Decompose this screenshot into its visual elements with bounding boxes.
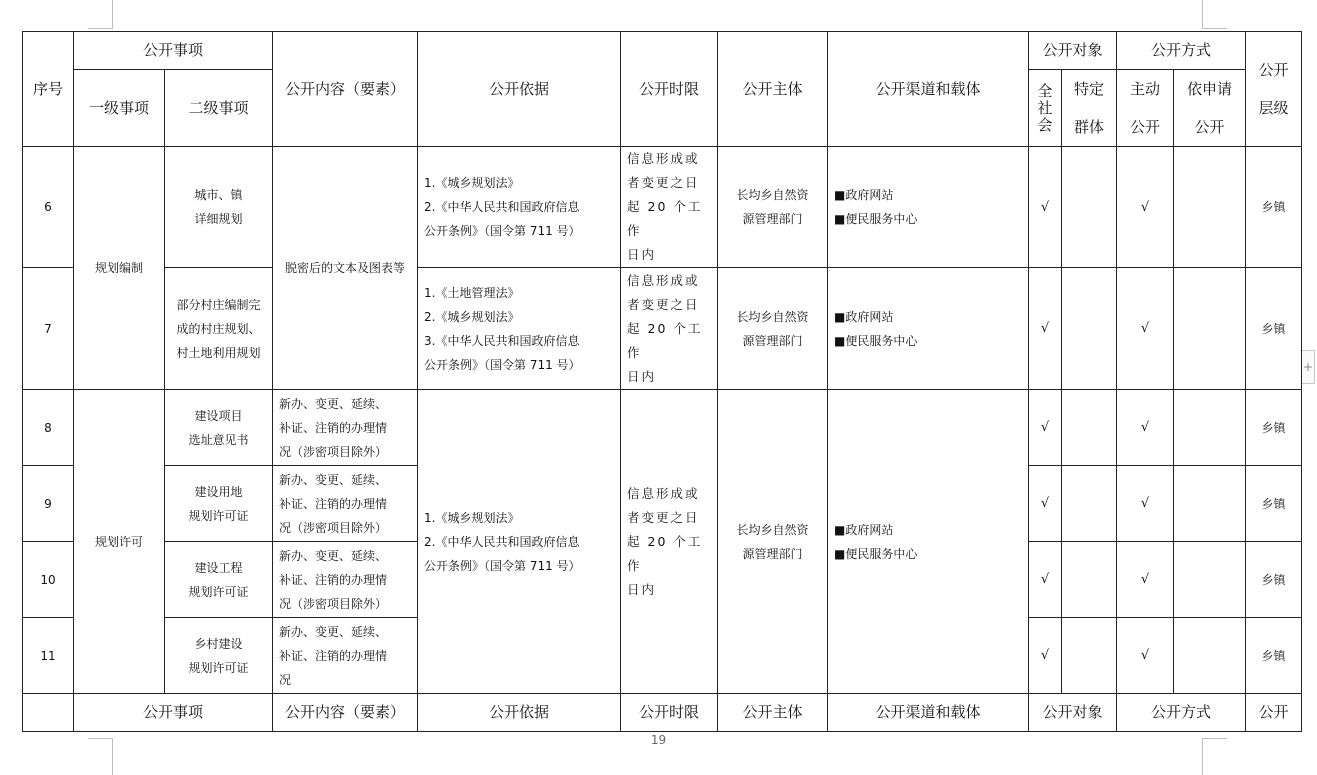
row-audience-specific-check [1062, 466, 1117, 542]
footer-basis: 公开依据 [418, 694, 621, 732]
row-audience-all-check: √ [1029, 618, 1062, 694]
time-line: 日内 [627, 581, 657, 597]
subject-line: 长均乡自然资 [736, 188, 809, 202]
table-row [23, 147, 1302, 268]
content-line: 补证、注销的办理情 [279, 572, 388, 587]
header-channel: 公开渠道和载体 [828, 32, 1029, 147]
header-method-active [1117, 70, 1174, 147]
header-method-group: 公开方式 [1117, 32, 1246, 70]
time-line: 者变更之日 [627, 296, 700, 312]
row-basis [418, 147, 621, 268]
basis-line: 2.《中华人民共和国政府信息 [424, 200, 580, 214]
row-seq: 9 [23, 466, 74, 542]
row-audience-specific-check [1062, 618, 1117, 694]
row-level2 [165, 466, 273, 542]
page-number: 19 [650, 733, 667, 747]
row-channel-permit [828, 390, 1029, 694]
level2-line: 规划许可证 [188, 508, 249, 523]
row-level: 乡镇 [1246, 542, 1302, 618]
row-audience-all-check: √ [1029, 466, 1062, 542]
row-method-active-check: √ [1117, 542, 1174, 618]
row-audience-specific-check [1062, 390, 1117, 466]
header-audience-all-line: 会 [1037, 115, 1053, 134]
header-audience-specific [1062, 70, 1117, 147]
channel-line: ■便民服务中心 [834, 333, 918, 348]
row-basis [418, 268, 621, 390]
content-line: 补证、注销的办理情 [279, 496, 388, 511]
row-basis-permit [418, 390, 621, 694]
header-audience-all-line: 全 [1037, 81, 1053, 100]
row-method-request-check [1174, 390, 1246, 466]
row-method-active-check: √ [1117, 618, 1174, 694]
crop-mark-top-left [88, 0, 113, 29]
footer-method: 公开方式 [1117, 694, 1246, 732]
header-audience-all-line: 社 [1037, 98, 1053, 117]
row-level1-permit: 规划许可 [74, 390, 165, 694]
header-level [1246, 32, 1302, 147]
row-level2 [165, 147, 273, 268]
header-audience-all [1029, 70, 1062, 147]
header-audience-specific-line: 特定 [1074, 80, 1105, 98]
header-basis: 公开依据 [418, 32, 621, 147]
row-level1-planning: 规划编制 [74, 147, 165, 390]
time-line: 起 20 个工作 [627, 533, 703, 573]
footer-level: 公开 [1246, 694, 1302, 732]
header-method-request [1174, 70, 1246, 147]
subject-line: 源管理部门 [742, 546, 803, 561]
row-content [273, 618, 418, 694]
basis-line: 公开条例》（国令第 711 号） [424, 224, 581, 238]
basis-line: 2.《中华人民共和国政府信息 [424, 534, 580, 549]
level2-line: 部分村庄编制完 [176, 297, 261, 312]
level2-line: 成的村庄规划、 [176, 321, 261, 336]
row-method-request-check [1174, 268, 1246, 390]
footer-time-limit: 公开时限 [621, 694, 718, 732]
level2-line: 选址意见书 [188, 432, 249, 447]
basis-line: 1.《城乡规划法》 [424, 510, 520, 525]
row-time-limit [621, 147, 718, 268]
time-line: 起 20 个工作 [627, 199, 703, 238]
header-level-line: 公开 [1258, 61, 1289, 79]
content-line: 新办、变更、延续、 [279, 472, 388, 487]
time-line: 者变更之日 [627, 175, 700, 190]
channel-line: ■政府网站 [834, 309, 894, 324]
basis-line: 公开条例》（国令第 711 号） [424, 357, 581, 372]
row-level2 [165, 542, 273, 618]
row-subject [718, 268, 828, 390]
header-level-line: 层级 [1258, 99, 1289, 117]
footer-audience: 公开对象 [1029, 694, 1117, 732]
row-audience-all-check: √ [1029, 268, 1062, 390]
footer-matters: 公开事项 [74, 694, 273, 732]
time-line: 日内 [627, 368, 657, 384]
time-line: 信息形成或 [627, 272, 700, 288]
row-method-active-check: √ [1117, 466, 1174, 542]
crop-mark-top-right [1202, 0, 1227, 29]
row-audience-all-check: √ [1029, 147, 1062, 268]
table-row [23, 268, 1302, 390]
level2-line: 详细规划 [194, 212, 243, 226]
row-seq: 8 [23, 390, 74, 466]
disclosure-table [22, 31, 1302, 732]
content-line: 况 [279, 672, 292, 687]
row-audience-all-check: √ [1029, 542, 1062, 618]
footer-content: 公开内容（要素） [273, 694, 418, 732]
header-audience-specific-line: 群体 [1074, 118, 1105, 136]
row-level2 [165, 390, 273, 466]
time-line: 信息形成或 [627, 151, 700, 166]
footer-channel: 公开渠道和载体 [828, 694, 1029, 732]
table-expand-handle[interactable]: + [1301, 350, 1315, 384]
row-seq: 6 [23, 147, 74, 268]
level2-line: 城市、镇 [194, 188, 243, 202]
content-line: 况（涉密项目除外） [279, 596, 388, 611]
channel-line: ■便民服务中心 [834, 546, 918, 561]
level2-line: 建设项目 [194, 408, 243, 423]
content-line: 新办、变更、延续、 [279, 396, 388, 411]
header-time-limit: 公开时限 [621, 32, 718, 147]
basis-line: 公开条例》（国令第 711 号） [424, 558, 581, 573]
row-content-planning: 脱密后的文本及图表等 [273, 147, 418, 390]
basis-line: 3.《中华人民共和国政府信息 [424, 333, 580, 348]
time-line: 者变更之日 [627, 509, 700, 525]
basis-line: 2.《城乡规划法》 [424, 309, 520, 324]
header-seq: 序号 [23, 32, 74, 147]
row-seq: 11 [23, 618, 74, 694]
header-method-request-line: 公开 [1194, 118, 1225, 136]
row-seq: 10 [23, 542, 74, 618]
header-method-active-line: 主动 [1130, 80, 1161, 98]
level2-line: 规划许可证 [188, 584, 249, 599]
channel-line: ■政府网站 [834, 188, 894, 202]
content-line: 补证、注销的办理情 [279, 420, 388, 435]
row-method-request-check [1174, 147, 1246, 268]
basis-line: 1.《城乡规划法》 [424, 176, 520, 190]
row-level2 [165, 618, 273, 694]
row-seq: 7 [23, 268, 74, 390]
subject-line: 长均乡自然资 [736, 522, 809, 537]
level2-line: 规划许可证 [188, 660, 249, 675]
footer-seq [23, 694, 74, 732]
row-time-limit [621, 268, 718, 390]
row-level: 乡镇 [1246, 390, 1302, 466]
level2-line: 建设工程 [194, 560, 243, 575]
row-method-request-check [1174, 618, 1246, 694]
row-method-active-check: √ [1117, 147, 1174, 268]
channel-line: ■便民服务中心 [834, 212, 918, 226]
row-channel [828, 268, 1029, 390]
level2-line: 乡村建设 [194, 636, 243, 651]
subject-line: 长均乡自然资 [736, 309, 809, 324]
header-level1: 一级事项 [74, 70, 165, 147]
repeated-header-row [23, 694, 1302, 732]
header-method-request-line: 依申请 [1187, 80, 1233, 98]
table-header-row-1 [23, 32, 1302, 70]
row-level: 乡镇 [1246, 618, 1302, 694]
content-line: 况（涉密项目除外） [279, 520, 388, 535]
row-method-request-check [1174, 542, 1246, 618]
header-method-active-line: 公开 [1130, 118, 1161, 136]
row-content [273, 466, 418, 542]
row-level: 乡镇 [1246, 147, 1302, 268]
row-subject [718, 147, 828, 268]
header-level2: 二级事项 [165, 70, 273, 147]
content-line: 新办、变更、延续、 [279, 624, 388, 639]
time-line: 起 20 个工作 [627, 320, 703, 360]
row-level: 乡镇 [1246, 268, 1302, 390]
row-audience-specific-check [1062, 147, 1117, 268]
subject-line: 源管理部门 [742, 333, 803, 348]
time-line: 日内 [627, 247, 657, 262]
content-line: 补证、注销的办理情 [279, 648, 388, 663]
row-audience-specific-check [1062, 268, 1117, 390]
row-channel [828, 147, 1029, 268]
header-content: 公开内容（要素） [273, 32, 418, 147]
header-matters-group: 公开事项 [74, 32, 273, 70]
time-line: 信息形成或 [627, 485, 700, 501]
row-audience-all-check: √ [1029, 390, 1062, 466]
row-content [273, 542, 418, 618]
row-time-limit-permit [621, 390, 718, 694]
row-level: 乡镇 [1246, 466, 1302, 542]
channel-line: ■政府网站 [834, 522, 894, 537]
level2-line: 村土地利用规划 [176, 345, 261, 360]
subject-line: 源管理部门 [742, 212, 803, 226]
content-line: 新办、变更、延续、 [279, 548, 388, 563]
row-method-active-check: √ [1117, 390, 1174, 466]
row-method-request-check [1174, 466, 1246, 542]
row-subject-permit [718, 390, 828, 694]
row-method-active-check: √ [1117, 268, 1174, 390]
row-level2 [165, 268, 273, 390]
content-line: 况（涉密项目除外） [279, 444, 388, 459]
header-subject: 公开主体 [718, 32, 828, 147]
footer-subject: 公开主体 [718, 694, 828, 732]
basis-line: 1.《土地管理法》 [424, 285, 520, 300]
row-audience-specific-check [1062, 542, 1117, 618]
row-content [273, 390, 418, 466]
table-row [23, 390, 1302, 466]
header-audience-group: 公开对象 [1029, 32, 1117, 70]
level2-line: 建设用地 [194, 484, 243, 499]
